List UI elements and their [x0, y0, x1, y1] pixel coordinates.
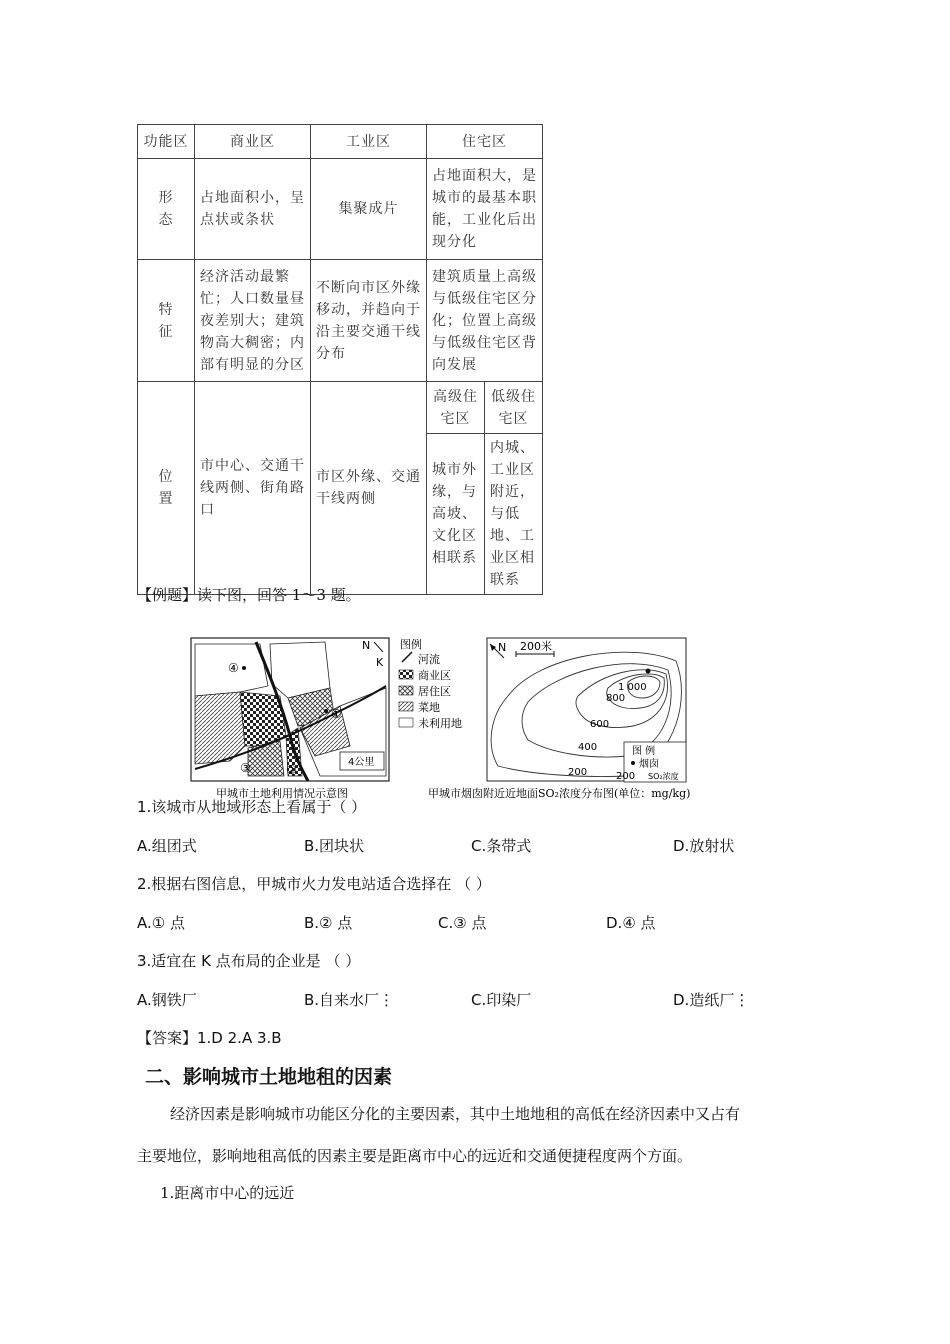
map2-legend-chimney: 烟囱 [639, 759, 659, 770]
contour-label-200: 200 [568, 767, 588, 778]
map1-legend-title: 图例 [400, 638, 422, 651]
contour-label-800: 800 [606, 693, 626, 704]
cell-feature-industrial: 不断向市区外缘移动，并趋向于沿主要交通干线分布 [311, 260, 427, 382]
functional-zone-table [137, 124, 543, 595]
q1-option-a: A.组团式 [137, 837, 197, 855]
cell-feature-residential: 建筑质量上高级与低级住宅区分化；位置上高级与低级住宅区背向发展 [427, 260, 543, 382]
map1-point-4: ④ [228, 661, 239, 675]
legend-residential-icon [399, 686, 413, 695]
map2-legend-title: 图 例 [632, 746, 656, 757]
table-header-commercial: 商业区 [195, 125, 311, 159]
map1-legend-residential: 居住区 [418, 685, 451, 698]
legend-unused-icon [399, 718, 413, 727]
q1-option-c: C.条带式 [471, 837, 532, 855]
q3-option-c: C.印染厂 [471, 991, 532, 1009]
map1-legend-vegetable: 菜地 [418, 701, 440, 714]
cell-shape-industrial: 集聚成片 [311, 159, 427, 260]
question-3-stem: 3.适宜在 K 点布局的企业是 （ ） [137, 952, 361, 970]
map1-caption: 甲城市土地利用情况示意图 [216, 787, 348, 800]
cell-shape-residential: 占地面积大，是城市的最基本职能，工业化后出现分化 [427, 159, 543, 260]
legend-river-icon [402, 652, 412, 662]
q1-option-b: B.团块状 [304, 837, 365, 855]
map1-point-3: ③ [240, 761, 251, 775]
map1-point-2: ② [286, 763, 297, 777]
cell-shape-commercial: 占地面积小，呈点状或条状 [195, 159, 311, 260]
table-header-residential: 住宅区 [427, 125, 543, 159]
example-intro: 【例题】读下图，回答 1～3 题。 [137, 586, 361, 604]
cell-location-industrial: 市区外缘、交通干线两侧 [311, 382, 427, 595]
q2-option-c: C.③ 点 [438, 914, 487, 932]
zone-unused-n [270, 642, 330, 698]
cell-high-res-header: 高级住宅区 [427, 382, 485, 434]
contour-label-400: 400 [578, 742, 598, 753]
map1-legend-river: 河流 [418, 653, 440, 666]
map1-scale: 4公里 [348, 757, 375, 768]
so2-contour-map [428, 636, 694, 802]
map2-north: N [498, 641, 507, 654]
paragraph-line-1: 经济因素是影响城市功能区分化的主要因素，其中土地地租的高低在经济因素中又占有 [170, 1105, 741, 1123]
cell-high-res-location: 城市外缘，与高坡、文化区相联系 [427, 434, 485, 595]
map1-legend-commercial: 商业区 [418, 669, 451, 682]
map1-legend-unused: 未利用地 [418, 717, 462, 730]
paragraph-line-2: 主要地位，影响地租高低的因素主要是距离市中心的远近和交通便捷程度两个方面。 [137, 1147, 693, 1165]
map2-caption: 甲城市烟囱附近近地面SO₂浓度分布图(单位：mg/kg) [428, 787, 691, 800]
cell-location-commercial: 市中心、交通干线两侧、街角路口 [195, 382, 311, 595]
map2-scale: 200米 [520, 640, 552, 653]
row-label-shape: 形 态 [138, 159, 195, 260]
subsection-1-title: 1.距离市中心的远近 [160, 1184, 295, 1202]
legend-chimney-icon [631, 761, 635, 765]
question-2-stem: 2.根据右图信息，甲城市火力发电站适合选择在 （ ） [137, 875, 491, 893]
map1-point-1: ① [331, 707, 342, 721]
contour-label-600: 600 [590, 719, 610, 730]
q3-option-b: B.自来水厂⋮ [304, 991, 395, 1009]
legend-vegetable-icon [399, 702, 413, 711]
row-label-location: 位 置 [138, 382, 195, 595]
question-1-stem: 1.该城市从地域形态上看属于（ ） [137, 798, 367, 816]
cell-low-res-header: 低级住宅区 [485, 382, 543, 434]
table-header-zone: 功能区 [138, 125, 195, 159]
map2-legend-so2: SO₂浓度 [648, 772, 679, 781]
row-label-feature: 特 征 [138, 260, 195, 382]
contour-label-1000: 1 000 [618, 682, 647, 693]
q3-option-d: D.造纸厂⋮ [673, 991, 750, 1009]
q1-option-d: D.放射状 [673, 837, 735, 855]
map1-north: N [362, 639, 371, 652]
zone-vegetable-w [195, 692, 245, 764]
cell-low-res-location: 内城、工业区附近，与低地、工业区相联系 [485, 434, 543, 595]
legend-commercial-icon [399, 670, 413, 679]
table-header-industrial: 工业区 [311, 125, 427, 159]
chimney-icon [646, 669, 651, 674]
q2-option-a: A.① 点 [137, 914, 185, 932]
q2-option-d: D.④ 点 [606, 914, 656, 932]
q2-option-b: B.② 点 [304, 914, 353, 932]
answer-line: 【答案】1.D 2.A 3.B [137, 1029, 282, 1047]
cell-feature-commercial: 经济活动最繁忙；人口数量昼夜差别大；建筑物高大稠密；内部有明显的分区 [195, 260, 311, 382]
q3-option-a: A.钢铁厂 [137, 991, 197, 1009]
map1-point-k: K [376, 656, 384, 669]
map2-legend-200: 200 [616, 771, 636, 782]
section-title: 二、影响城市土地地租的因素 [145, 1066, 393, 1088]
